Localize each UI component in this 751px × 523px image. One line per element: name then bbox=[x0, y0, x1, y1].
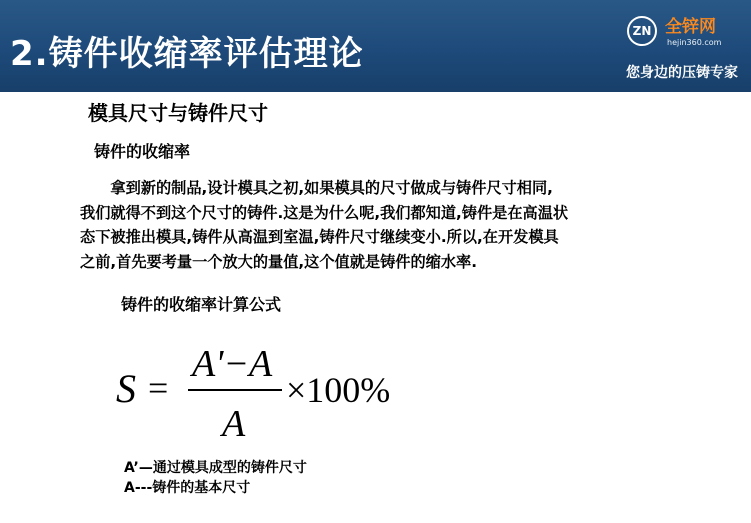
formula-lhs: S bbox=[116, 366, 136, 411]
header-slogan: 您身边的压铸专家 bbox=[626, 65, 738, 81]
formula-denominator: A bbox=[222, 403, 246, 445]
explanation-paragraph bbox=[80, 176, 720, 274]
paragraph-line: 态下被推出模具,铸件从高温到室温,铸件尺寸继续变小.所以,在开发模具 bbox=[80, 228, 559, 246]
formula-title: 铸件的收缩率计算公式 bbox=[121, 295, 282, 314]
section-subheading: 铸件的收缩率 bbox=[94, 142, 191, 161]
formula-equals: = bbox=[148, 368, 169, 408]
paragraph-line: 拿到新的制品,设计模具之初,如果模具的尺寸做成与铸件尺寸相同, bbox=[80, 179, 553, 197]
page-title: 2.铸件收缩率评估理论 bbox=[10, 34, 364, 74]
formula-multiplier: ×100% bbox=[286, 370, 391, 410]
paragraph-line: 我们就得不到这个尺寸的铸件.这是为什么呢,我们都知道,铸件是在高温状 bbox=[80, 203, 569, 222]
zn-logo-icon: ZN bbox=[627, 16, 657, 46]
section-heading: 模具尺寸与铸件尺寸 bbox=[88, 101, 268, 125]
logo-name: 全锌网 bbox=[665, 17, 716, 37]
formula-numerator: A'−A bbox=[192, 343, 273, 385]
shrinkage-formula bbox=[110, 336, 430, 446]
header-bar bbox=[0, 0, 751, 92]
legend-item: A’—通过模具成型的铸件尺寸 bbox=[124, 460, 307, 476]
logo-url: hejin360.com bbox=[667, 38, 722, 47]
paragraph-line: 之前,首先要考量一个放大的量值,这个值就是铸件的缩水率. bbox=[80, 252, 477, 271]
site-logo[interactable] bbox=[627, 12, 747, 56]
legend-item: A---铸件的基本尺寸 bbox=[124, 480, 251, 496]
formula-legend bbox=[124, 458, 307, 498]
